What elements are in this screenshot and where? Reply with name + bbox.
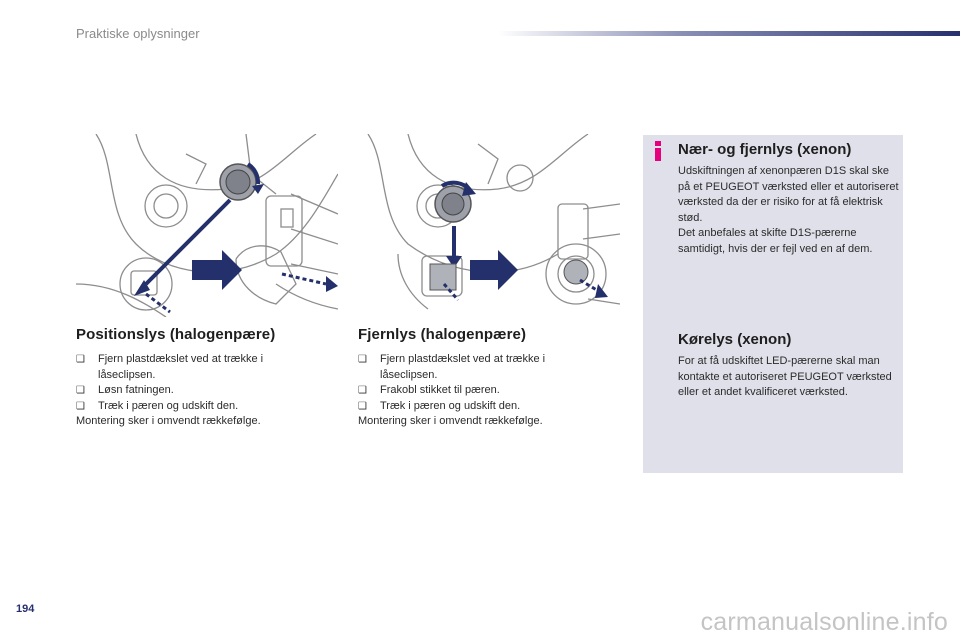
checkbox-bullet-icon: ❑ xyxy=(358,385,367,396)
xenon-text xyxy=(678,164,900,257)
high-beam-title: Fjernlys (halogenpære) xyxy=(358,326,527,343)
step-text: Frakobl stikket til pæren. xyxy=(380,384,500,396)
page-number: 194 xyxy=(16,603,35,615)
position-lamp-illustration xyxy=(76,134,338,317)
step-text: Fjern plastdækslet ved at trække i låseclipsen. xyxy=(380,353,546,381)
position-lamp-steps xyxy=(76,352,316,414)
drl-text: For at få udskiftet LED-pærerne skal man kontakte et autoriseret PEUGEOT værksted eller et andet kvalificeret værksted. xyxy=(678,355,892,398)
list-item xyxy=(358,399,598,415)
checkbox-bullet-icon: ❑ xyxy=(76,354,85,365)
step-text: Fjern plastdækslet ved at trække i låseclipsen. xyxy=(98,353,264,381)
list-item xyxy=(76,383,316,399)
high-beam-steps xyxy=(358,352,598,414)
position-lamp-title: Positionslys (halogenpære) xyxy=(76,326,276,343)
step-text: Træk i pæren og udskift den. xyxy=(98,399,239,412)
high-beam-illustration xyxy=(358,134,620,317)
list-item xyxy=(358,383,598,399)
chapter-title: Praktiske oplysninger xyxy=(76,26,200,41)
position-lamp-section xyxy=(76,326,316,430)
list-item xyxy=(76,399,316,415)
reassembly-note: Montering sker i omvendt rækkefølge. xyxy=(358,415,543,427)
list-item xyxy=(76,352,316,383)
xenon-text-1: Udskiftningen af xenonpæren D1S skal ske på et PEUGEOT værksted eller et autoriseret værksted da der er risiko for at få elektrisk stød. xyxy=(678,165,899,224)
reassembly-note: Montering sker i omvendt rækkefølge. xyxy=(76,415,261,427)
checkbox-bullet-icon: ❑ xyxy=(358,354,367,365)
xenon-title: Nær- og fjernlys (xenon) xyxy=(678,141,852,158)
info-icon xyxy=(652,141,664,161)
list-item xyxy=(358,352,598,383)
info-box xyxy=(643,135,903,473)
checkbox-bullet-icon: ❑ xyxy=(358,400,367,412)
header-decorative-bar xyxy=(498,31,960,36)
checkbox-bullet-icon: ❑ xyxy=(76,400,85,412)
step-text: Løsn fatningen. xyxy=(98,384,174,396)
checkbox-bullet-icon: ❑ xyxy=(76,385,85,396)
xenon-text-2: Det anbefales at skifte D1S-pærerne samtidigt, hvis der er fejl ved en af dem. xyxy=(678,227,873,255)
drl-title: Kørelys (xenon) xyxy=(678,331,792,348)
high-beam-section xyxy=(358,326,598,430)
step-text: Træk i pæren og udskift den. xyxy=(380,399,521,412)
watermark: carmanualsonline.info xyxy=(700,608,948,636)
